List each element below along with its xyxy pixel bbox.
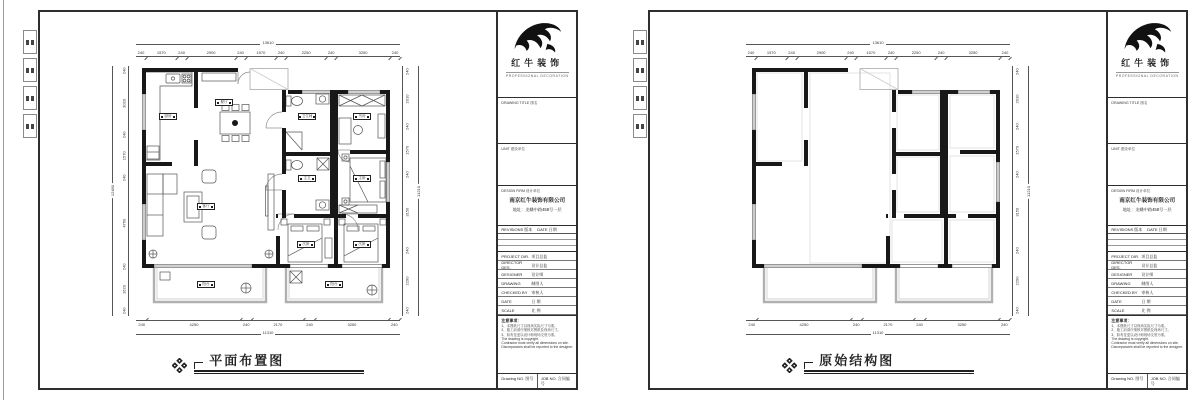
unit-label: UNIT 建设单位 (501, 147, 526, 151)
room-label: 阳台 (197, 281, 215, 288)
revision-row (1108, 240, 1186, 246)
personnel-label: PROJECT DIR. (1111, 253, 1140, 259)
dim-string-bottom: 240 4250 240 2170 240 3250 240 (746, 320, 1010, 328)
dim-total-bottom: 11310 (746, 330, 1010, 337)
personnel-table (498, 252, 576, 315)
job-no-label: JOB NO. 合同编号 (1150, 376, 1180, 386)
rev-date-label: DATE 日期 (1147, 227, 1167, 232)
design-firm-label: DESIGN FIRM 设计单位 (501, 189, 541, 193)
diamond-ornament-icon (782, 358, 797, 373)
company-address: 地址：龙蟠中路458号一层 (512, 207, 562, 213)
note-line: 2、施工前请仔细核对图纸及现场尺寸。 (1111, 328, 1171, 333)
stamp-box (633, 114, 647, 138)
personnel-table (1108, 252, 1186, 315)
drawing-frame (648, 10, 1188, 390)
title-block (1106, 12, 1186, 388)
dim-string-top: 240 1570 240 2900 240 1570 240 2250 240 3250 240 (137, 50, 399, 55)
personnel-label-zh: 设计总监 (531, 262, 548, 268)
note-line: Discrepancies shall be reported to the designer. (1111, 345, 1183, 350)
personnel-label-zh: 日 期 (531, 298, 541, 304)
personnel-label-zh: 制图人 (1141, 280, 1154, 286)
drawing-title-label: DRAWING TITLE 图名 (1111, 101, 1148, 105)
personnel-label: DATE (501, 298, 512, 304)
personnel-label-zh: 设计师 (1141, 271, 1154, 277)
company-logo (498, 12, 576, 98)
company-name: 南京红牛装饰有限公司 (1119, 198, 1176, 205)
dim-total-left: 12480 (108, 66, 116, 316)
personnel-label-zh: 比 例 (1141, 307, 1151, 313)
stamp-box (633, 30, 647, 54)
notes-title: 注意事项： (501, 318, 522, 323)
logo-subtext: PROFESSIONAL DECORATION (505, 74, 569, 79)
binding-stamp-column (23, 30, 37, 142)
personnel-label-zh: 项目总监 (1141, 253, 1158, 259)
drawing-frame (38, 10, 578, 390)
stamp-box (633, 58, 647, 82)
note-line: 1、本图纸尺寸以现场实际尺寸为准。 (1111, 324, 1168, 328)
stamp-box (23, 114, 37, 138)
dim-string-left: 240 3020 240 1570 240 4760 240 1620 240 (120, 66, 129, 316)
personnel-label: PROJECT DIR. (501, 253, 530, 259)
drawing-area (650, 12, 1106, 388)
personnel-label: SCALE (1111, 307, 1125, 313)
stamp-box (23, 30, 37, 54)
room-label: 次卧 (297, 241, 315, 248)
revisions-label: REVISIONS 版本 (501, 227, 533, 232)
note-line: 3、如有变更以设计师现场交底为准。 (1111, 332, 1168, 337)
note-line: Discrepancies shall be reported to the designer. (501, 345, 573, 350)
sheet-original-structure (628, 8, 1190, 392)
dim-total-top: 13610 (746, 40, 1010, 47)
revisions-label: REVISIONS 版本 (1111, 227, 1143, 232)
note-line: The drawing is copyright. (1111, 336, 1150, 341)
note-line: 3、如有变更以设计师现场交底为准。 (501, 332, 558, 337)
personnel-label: DESIGNER (501, 271, 523, 277)
rev-date-label: DATE 日期 (537, 227, 557, 232)
personnel-label: DATE (1111, 298, 1122, 304)
plan-title: 平面布置图 (209, 354, 285, 369)
bull-logo-icon (509, 18, 565, 56)
caption-underline (194, 370, 364, 374)
floor-plan-drawing (136, 66, 400, 316)
room-label: 餐厅 (215, 99, 233, 106)
personnel-label-zh: 项目总监 (531, 253, 548, 259)
sheet-floor-plan (18, 8, 580, 392)
caption-underline (804, 370, 974, 374)
personnel-label: DESIGNER (1111, 271, 1133, 277)
drawing-area (40, 12, 496, 388)
company-name: 南京红牛装饰有限公司 (509, 198, 566, 205)
unit-label: UNIT 建设单位 (1111, 147, 1136, 151)
dim-total-bottom: 11310 (136, 330, 400, 337)
company-logo (1108, 12, 1186, 98)
stamp-box (23, 58, 37, 82)
notes-title: 注意事项： (1111, 318, 1132, 323)
binding-stamp-column (633, 30, 647, 142)
room-label: 主卧 (353, 175, 371, 182)
personnel-label-zh: 审核人 (1141, 289, 1154, 295)
dim-total-right: 11210 (414, 66, 422, 316)
caption-corner-mark (804, 362, 813, 369)
floor-plan-structure (746, 66, 1010, 316)
personnel-label-zh: 日 期 (1141, 298, 1151, 304)
company-address: 地址：龙蟠中路458号一层 (1122, 207, 1172, 213)
drawing-caption (40, 350, 496, 374)
room-label: 主卫 (298, 175, 316, 182)
caption-corner-mark (194, 362, 203, 369)
title-block (496, 12, 576, 388)
note-line: 2、施工前请仔细核对图纸及现场尺寸。 (501, 328, 561, 333)
job-no-label: JOB NO. 合同编号 (540, 376, 570, 386)
stamp-box (633, 86, 647, 110)
room-label: 次卧 (353, 241, 371, 248)
drawing-title-label: DRAWING TITLE 图名 (501, 101, 538, 105)
room-label: 厨房 (159, 113, 177, 120)
bull-logo-icon (1119, 18, 1175, 56)
adjacent-sheet-edge (3, 0, 4, 400)
drawing-no-label: Drawing NO. 图号 (1108, 374, 1147, 388)
note-line: The drawing is copyright. (501, 336, 540, 341)
structure-drawing (746, 66, 1010, 316)
logo-subtext: PROFESSIONAL DECORATION (1115, 74, 1179, 79)
drawing-no-label: Drawing NO. 图号 (498, 374, 537, 388)
design-firm-label: DESIGN FIRM 设计单位 (1111, 189, 1151, 193)
personnel-label: DIRECTOR DES. (501, 260, 523, 270)
personnel-label-zh: 审核人 (531, 289, 544, 295)
personnel-label: DRAWING (1111, 280, 1131, 286)
stamp-box (23, 86, 37, 110)
personnel-label-zh: 比 例 (531, 307, 541, 313)
personnel-label: CHECKED BY (501, 289, 528, 295)
logo-text: 红牛装饰 (1121, 59, 1174, 69)
personnel-label-zh: 设计总监 (1141, 262, 1158, 268)
note-line: 1、本图纸尺寸以现场实际尺寸为准。 (501, 324, 558, 328)
room-label: 书房 (353, 113, 371, 120)
drawing-caption (650, 350, 1106, 374)
revision-row (498, 240, 576, 246)
diamond-ornament-icon (172, 358, 187, 373)
personnel-label: SCALE (501, 307, 515, 313)
note-line: Contractor must verify all dimensions on site. (501, 341, 569, 345)
plan-title: 原始结构图 (819, 354, 895, 369)
notes-block (1108, 315, 1186, 374)
personnel-label-zh: 设计师 (531, 271, 544, 277)
drawing-number-row (498, 374, 576, 388)
room-label: 阳台 (325, 281, 343, 288)
personnel-label: CHECKED BY (1111, 289, 1138, 295)
room-label: 客厅 (197, 203, 215, 210)
floor-plan-furnished (136, 66, 400, 316)
personnel-label: DIRECTOR DES. (1111, 260, 1133, 270)
dim-total-top: 13610 (136, 40, 400, 47)
personnel-label-zh: 制图人 (531, 280, 544, 286)
drawing-number-row (1108, 374, 1186, 388)
dim-string-top: 240 1570 240 2900 240 1570 240 2250 240 3250 240 (747, 50, 1009, 55)
dim-string-right: 240 2010 240 1570 240 3150 240 2290 240 (402, 66, 411, 316)
note-line: Contractor must verify all dimensions on site. (1111, 341, 1179, 345)
logo-text: 红牛装饰 (511, 59, 564, 69)
room-label: 卫生间 (298, 113, 316, 120)
personnel-label: DRAWING (501, 280, 521, 286)
notes-block (498, 315, 576, 374)
dim-string-right: 240 2010 240 1570 240 3150 240 2290 240 (1012, 66, 1021, 316)
dim-total-right: 11210 (1024, 66, 1032, 316)
dim-string-bottom: 240 4250 240 2170 240 3250 240 (136, 320, 400, 328)
